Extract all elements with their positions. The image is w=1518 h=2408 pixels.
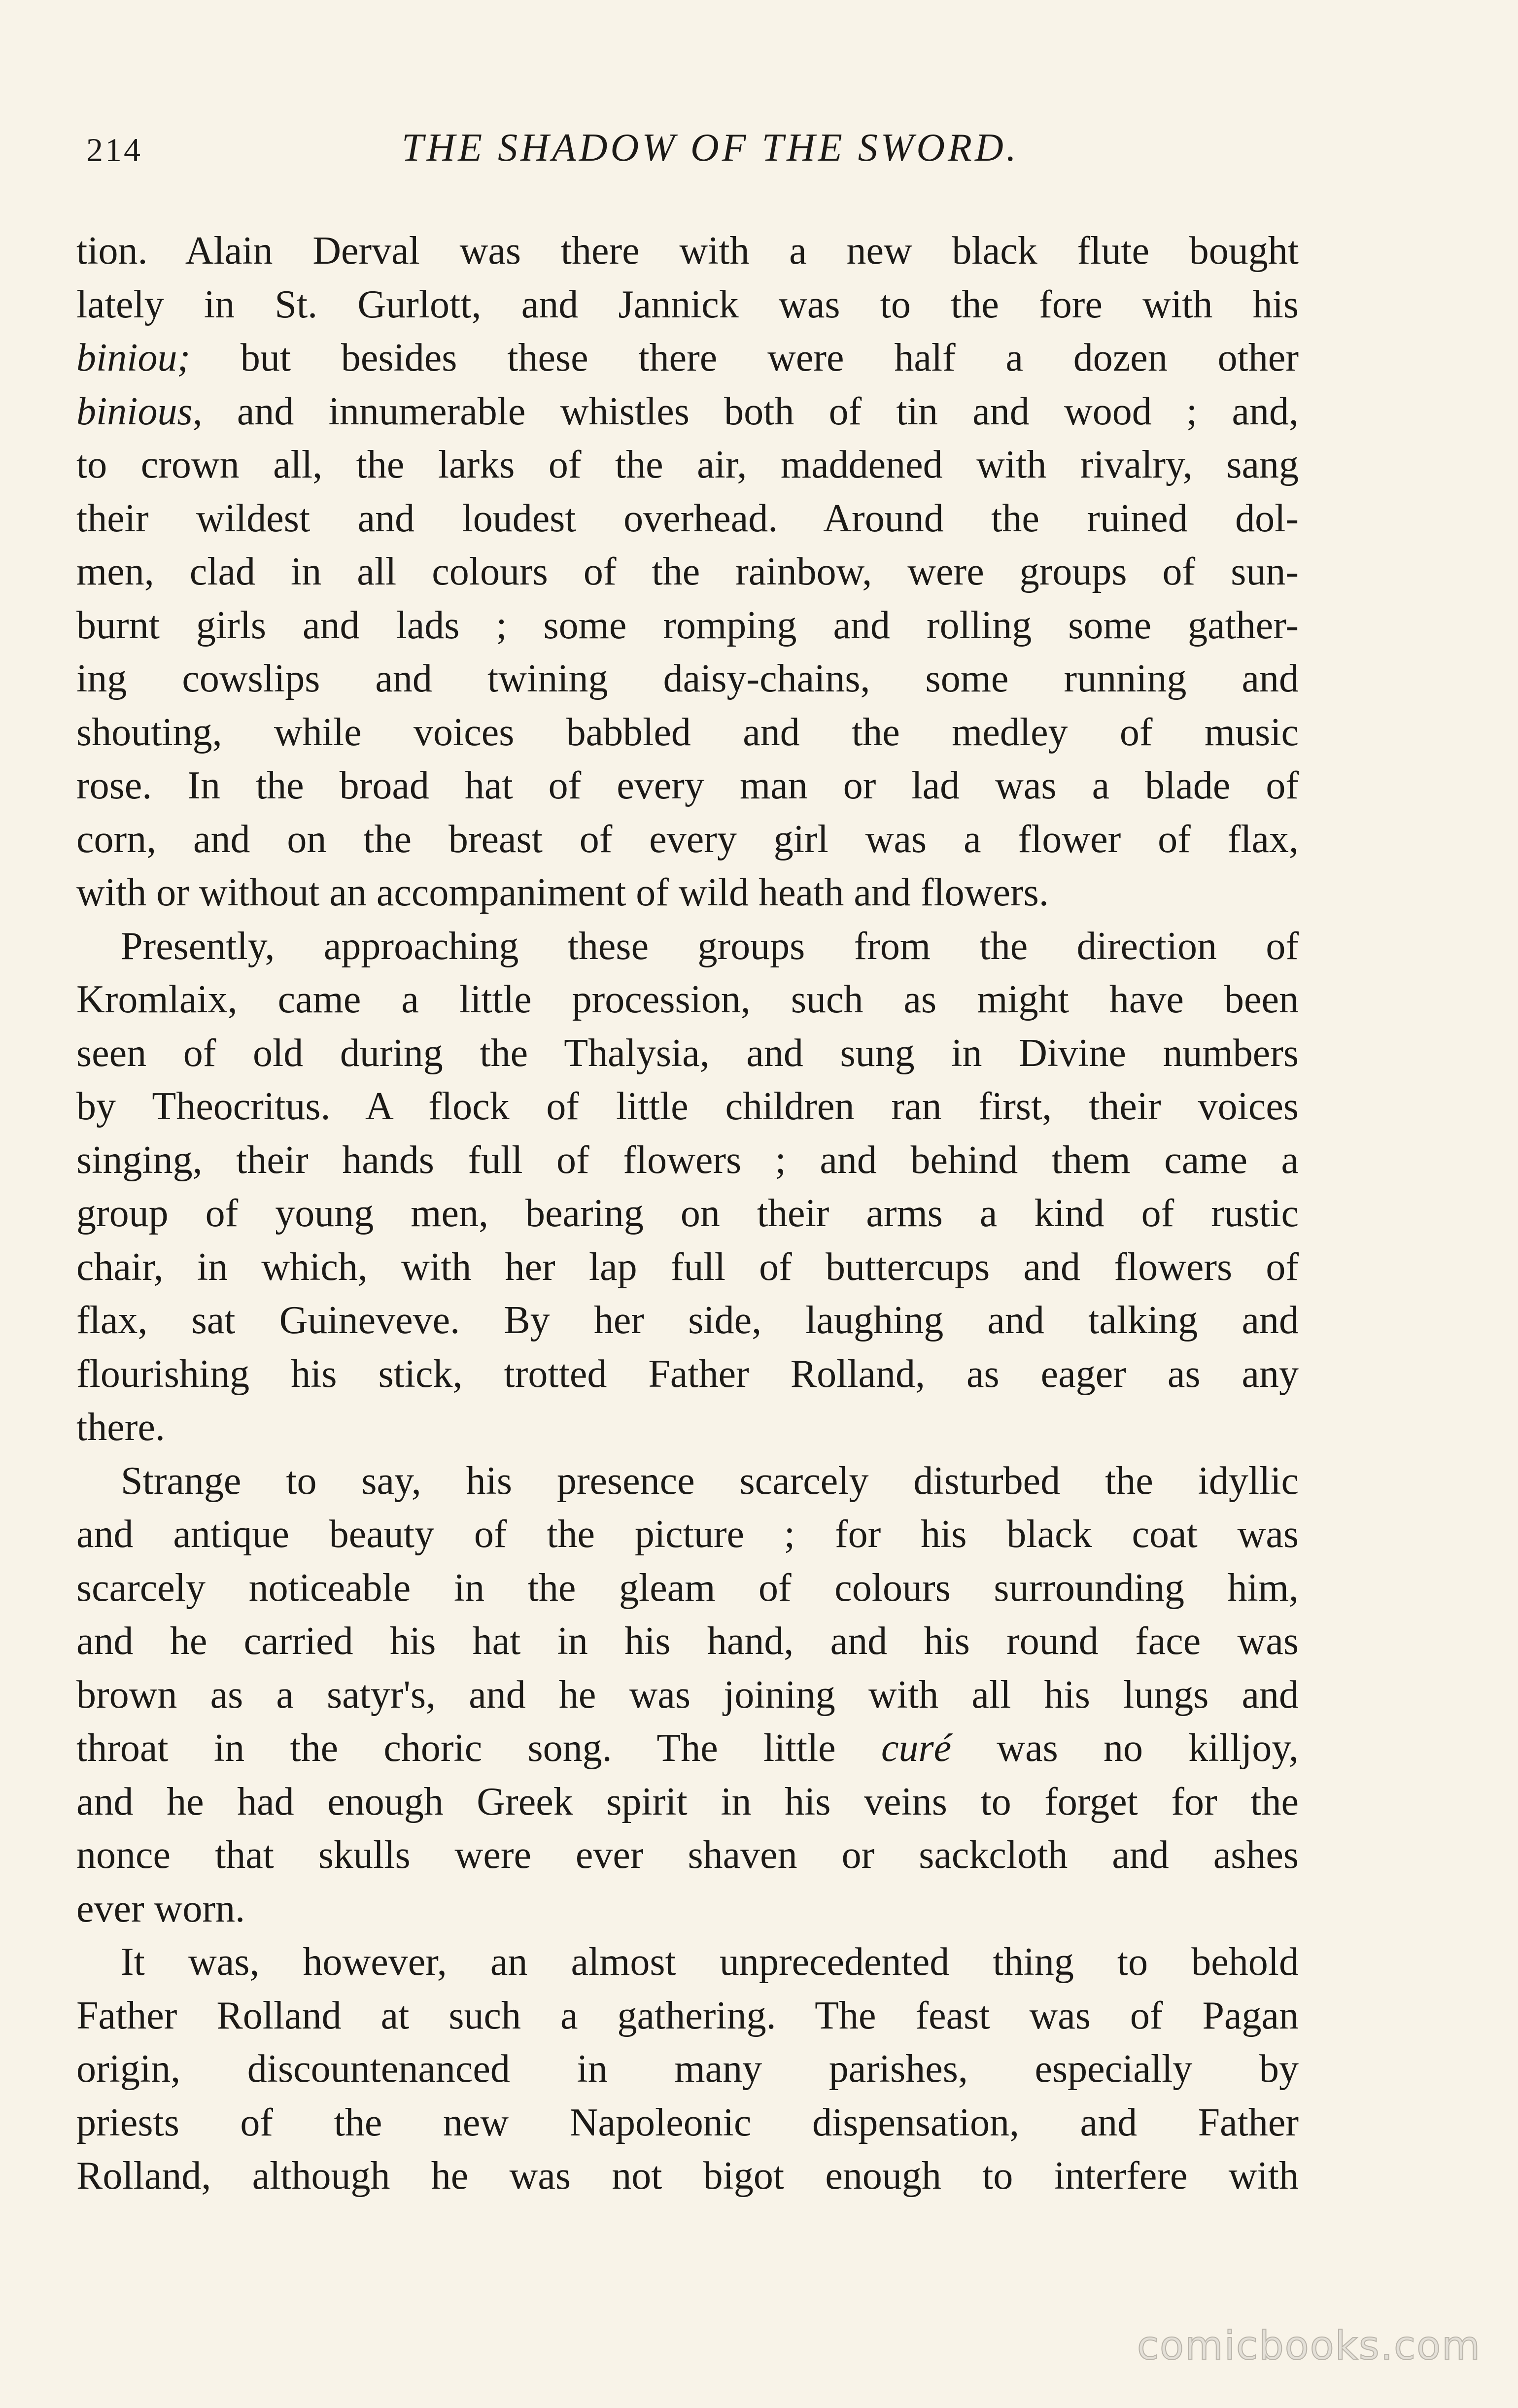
text-line: Presently, approaching these groups from the direction of: [121, 924, 1299, 968]
text-line: group of young men, bearing on their arms a kind of rustic: [76, 1192, 1299, 1235]
text-line: seen of old during the Thalysia, and sung in Divine numbers: [76, 1031, 1299, 1075]
page-number: 214: [86, 131, 142, 169]
body-text: [76, 224, 1299, 2203]
text-line: biniou; but besides these there were half a dozen other: [76, 336, 1299, 379]
text-line: burnt girls and lads ; some romping and rolling some gather-: [76, 603, 1299, 647]
text-line: Strange to say, his presence scarcely disturbed the idyllic: [121, 1459, 1299, 1503]
text-line: flax, sat Guineveve. By her side, laughing and talking and: [76, 1299, 1299, 1342]
text-line: there.: [76, 1406, 165, 1449]
text-line: nonce that skulls were ever shaven or sackcloth and ashes: [76, 1833, 1299, 1877]
text-line: origin, discountenanced in many parishes, especially by: [76, 2047, 1299, 2091]
text-line: ing cowslips and twining daisy-chains, some running and: [76, 657, 1299, 700]
text-line: and he carried his hat in his hand, and his round face was: [76, 1619, 1299, 1663]
text-line: tion. Alain Derval was there with a new black flute bought: [76, 229, 1299, 273]
text-line: flourishing his stick, trotted Father Rolland, as eager as any: [76, 1352, 1299, 1396]
text-line: Rolland, although he was not bigot enough to interfere with: [76, 2154, 1299, 2198]
text-line: lately in St. Gurlott, and Jannick was to the fore with his: [76, 282, 1299, 326]
text-line: priests of the new Napoleonic dispensation, and Father: [76, 2100, 1299, 2144]
running-title: THE SHADOW OF THE SWORD.: [402, 126, 1019, 170]
text-line: scarcely noticeable in the gleam of colours surrounding him,: [76, 1566, 1299, 1610]
text-line: singing, their hands full of flowers ; and behind them came a: [76, 1138, 1299, 1182]
text-line: corn, and on the breast of every girl was a flower of flax,: [76, 817, 1299, 861]
text-line: and he had enough Greek spirit in his veins to forget for the: [76, 1780, 1299, 1823]
text-line: Father Rolland at such a gathering. The feast was of Pagan: [76, 1994, 1299, 2037]
text-line: and antique beauty of the picture ; for his black coat was: [76, 1513, 1299, 1556]
text-line: their wildest and loudest overhead. Around the ruined dol-: [76, 496, 1299, 540]
text-line: Kromlaix, came a little procession, such as might have been: [76, 978, 1299, 1021]
page-header: [86, 126, 1346, 180]
text-line: shouting, while voices babbled and the medley of music: [76, 710, 1299, 754]
text-line: by Theocritus. A flock of little children ran first, their voices: [76, 1085, 1299, 1128]
text-line: brown as a satyr's, and he was joining with all his lungs and: [76, 1673, 1299, 1717]
watermark: comicbooks.com: [1137, 2323, 1481, 2369]
text-line: It was, however, an almost unprecedented thing to behold: [121, 1940, 1299, 1984]
text-line: throat in the choric song. The little curé was no killjoy,: [76, 1726, 1299, 1770]
text-line: chair, in which, with her lap full of buttercups and flowers of: [76, 1245, 1299, 1289]
text-line: men, clad in all colours of the rainbow, were groups of sun-: [76, 550, 1299, 593]
text-line: to crown all, the larks of the air, maddened with rivalry, sang: [76, 443, 1299, 486]
text-line: ever worn.: [76, 1887, 245, 1930]
text-line: with or without an accompaniment of wild heath and flowers.: [76, 871, 1049, 914]
text-line: rose. In the broad hat of every man or lad was a blade of: [76, 764, 1299, 807]
text-line: binious, and innumerable whistles both of tin and wood ; and,: [76, 389, 1299, 433]
